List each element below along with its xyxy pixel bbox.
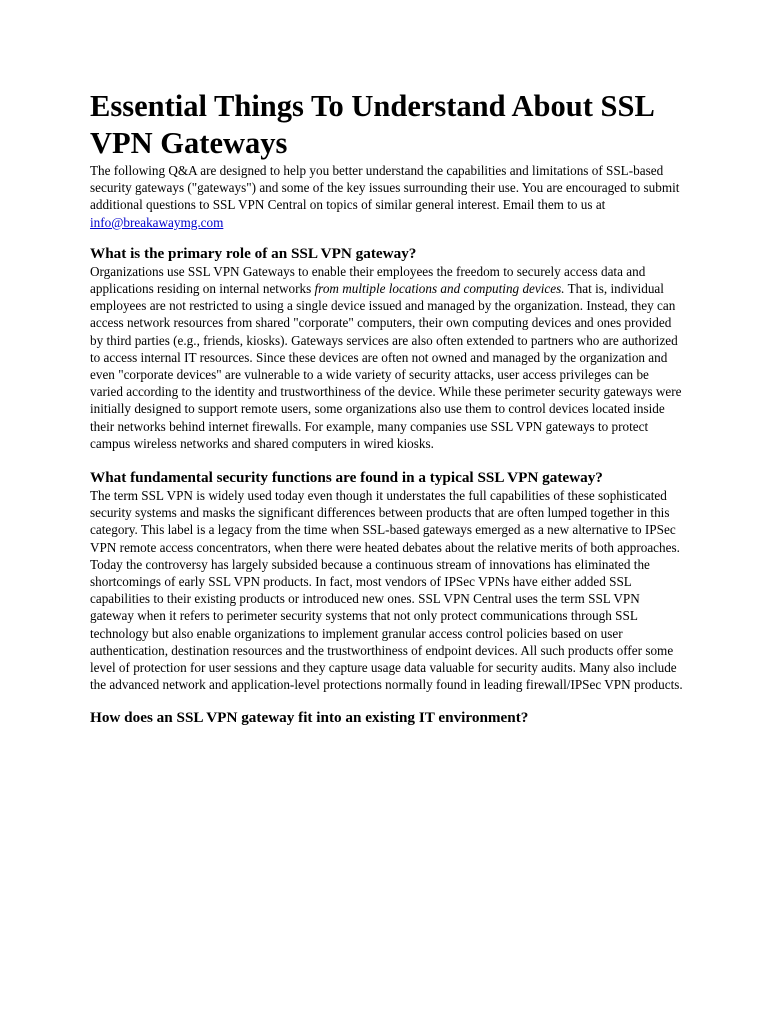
question-security-functions: What fundamental security functions are found in a typical SSL VPN gateway? [90,469,603,487]
question-it-environment: How does an SSL VPN gateway fit into an existing IT environment? [90,709,529,727]
intro-paragraph [90,162,684,231]
answer-primary-role-start: Organizations use SSL VPN Gateways to enable their employees the freedom to securely access data and applications residing on internal networks [90,263,646,297]
email-link[interactable]: info@breakawaymg.com [90,214,224,230]
document-page [90,88,684,727]
answer-primary-role [90,263,684,452]
page-title: Essential Things To Understand About SSL VPN Gateways [90,89,654,160]
intro-text: The following Q&A are designed to help you better understand the capabilities and limitations of SSL-based security gateways ("gateways") and some of the key issues surrounding their use. You are encouraged to submit additional questions to SSL VPN Central on topics of similar general interest. Email them to us at [90,163,680,213]
question-primary-role: What is the primary role of an SSL VPN gateway? [90,244,417,262]
answer-security-functions: The term SSL VPN is widely used today even though it understates the full capabilities of these sophisticated security systems and masks the significant differences between products that are often lumped together in this category. This label is a legacy from the time when SSL-based gateways emerged as a new alternative to IPSec VPN remote access concentrators, when there were heated debates about the relative merits of both approaches. Today the controversy has largely subsided because a continuous stream of innovations has eliminated the shortcomings of early SSL VPN products. In fact, most vendors of IPSec VPNs have either added SSL capabilities to their existing products or introduced new ones. SSL VPN Central uses the term SSL VPN gateway when it refers to perimeter security systems that not only protect communications through SSL technology but also enable organizations to implement granular access control policies based on user authentication, destination resources and the trustworthiness of endpoint devices. All such products offer some level of protection for user sessions and they capture usage data valuable for security audits. Many also include the advanced network and application-level protections normally found in leading firewall/IPSec VPN products. [90,488,683,693]
answer-primary-role-rest: That is, individual employees are not restricted to using a single device issued and managed by the organization. Instead, they can access network resources from shared "corporate" computers, their own computing devices and ones provided by third parties (e.g., friends, kiosks). Gateways services are also often extended to partners who are authorized to access internal IT resources. Since these devices are often not owned and managed by the organization and even "corporate devices" are vulnerable to a wide variety of security attacks, user access privileges can be varied according to the identity and trustworthiness of the device. While these perimeter security gateways were initially designed to support remote users, some organizations also use them to control devices located inside their networks behind internet firewalls. For example, many companies use SSL VPN gateways to protect campus wireless networks and shared computers in wired kiosks. [90,281,682,451]
answer-primary-role-emphasis: from multiple locations and computing devices. [314,281,565,297]
